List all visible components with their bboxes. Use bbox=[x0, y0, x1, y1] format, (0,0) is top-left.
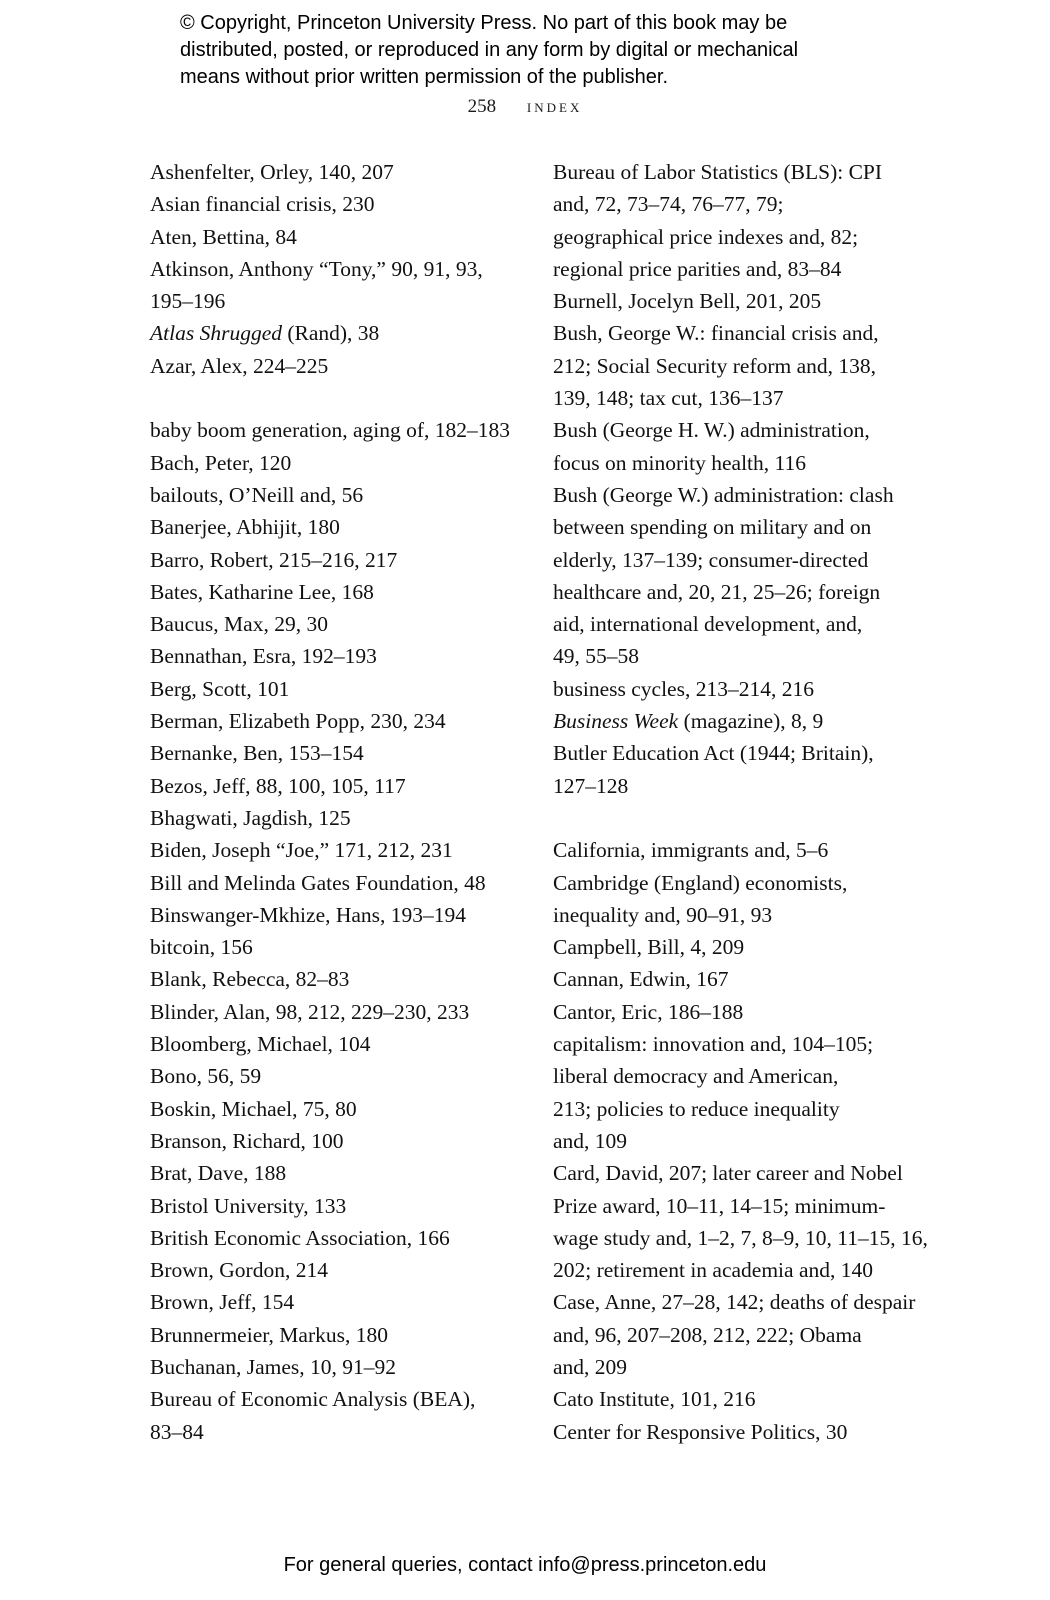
index-entry bbox=[150, 317, 525, 349]
index-entry-line: wage study and, 1–2, 7, 8–9, 10, 11–15, 16, bbox=[553, 1225, 928, 1250]
running-head bbox=[0, 96, 1050, 118]
index-column-right bbox=[553, 156, 928, 1448]
index-entry-line: Bush (George H. W.) administration, bbox=[553, 418, 870, 443]
index-entry-line: Barro, Robert, 215–216, 217 bbox=[150, 547, 398, 572]
index-entry bbox=[553, 931, 913, 963]
index-entry-line: Cato Institute, 101, 216 bbox=[553, 1387, 756, 1412]
index-entry bbox=[150, 576, 525, 608]
index-entry bbox=[150, 479, 525, 511]
index-entry bbox=[150, 963, 525, 995]
index-entry bbox=[150, 1319, 525, 1351]
index-entry-line: Blinder, Alan, 98, 212, 229–230, 233 bbox=[150, 999, 470, 1024]
index-entry bbox=[553, 737, 913, 802]
index-entry-line: Bhagwati, Jagdish, 125 bbox=[150, 805, 351, 830]
index-entry bbox=[150, 1351, 525, 1383]
index-entry-line: and, 72, 73–74, 76–77, 79; bbox=[553, 192, 784, 217]
index-entry-line: Banerjee, Abhijit, 180 bbox=[150, 515, 340, 540]
index-entry-line: Cambridge (England) economists, bbox=[553, 870, 848, 895]
index-entry-line: 127–128 bbox=[553, 773, 629, 798]
index-entry-line: Bureau of Labor Statistics (BLS): CPI bbox=[553, 160, 883, 184]
index-entry-line: Bennathan, Esra, 192–193 bbox=[150, 644, 377, 669]
index-entry bbox=[150, 1254, 525, 1286]
footer-contact: For general queries, contact info@press.princeton.edu bbox=[283, 1554, 767, 1576]
index-entry-line: Brunnermeier, Markus, 180 bbox=[150, 1322, 388, 1347]
index-entry-line: 213; policies to reduce inequality bbox=[553, 1096, 840, 1121]
index-entry bbox=[150, 1028, 525, 1060]
index-entry-line: Berg, Scott, 101 bbox=[150, 676, 290, 701]
index-entry-line: capitalism: innovation and, 104–105; bbox=[553, 1032, 874, 1057]
index-column-left bbox=[150, 156, 525, 1448]
index-entry-line: Case, Anne, 27–28, 142; deaths of despair bbox=[553, 1290, 916, 1315]
index-entry-line: 83–84 bbox=[150, 1419, 204, 1444]
copyright-line: means without prior written permission of the publisher. bbox=[180, 66, 669, 88]
index-entry-line: Cantor, Eric, 186–188 bbox=[553, 999, 744, 1024]
section-title: index bbox=[526, 96, 583, 117]
index-entry bbox=[553, 285, 913, 317]
index-entry bbox=[150, 834, 525, 866]
index-entry-line: Binswanger-Mkhize, Hans, 193–194 bbox=[150, 902, 467, 927]
index-entry-line: Ashenfelter, Orley, 140, 207 bbox=[150, 160, 394, 184]
index-entry bbox=[150, 188, 525, 220]
index-entry-line: Bach, Peter, 120 bbox=[150, 450, 292, 475]
index-entry-line: Aten, Bettina, 84 bbox=[150, 224, 297, 249]
index-entry-line: Blank, Rebecca, 82–83 bbox=[150, 967, 350, 992]
index-entry-line: 195–196 bbox=[150, 289, 226, 314]
index-entry-line: Business Week (magazine), 8, 9 bbox=[553, 709, 824, 734]
index-entry-line: focus on minority health, 116 bbox=[553, 450, 806, 475]
index-entry bbox=[553, 414, 913, 479]
index-entry bbox=[150, 221, 525, 253]
index-entry-line: elderly, 137–139; consumer-directed bbox=[553, 547, 869, 572]
index-entry bbox=[553, 156, 913, 285]
index-entry bbox=[150, 802, 525, 834]
index-entry-line: liberal democracy and American, bbox=[553, 1064, 839, 1089]
copyright-line: © Copyright, Princeton University Press. No part of this book may be bbox=[180, 12, 788, 34]
index-entry bbox=[553, 705, 913, 737]
index-entry-line: 139, 148; tax cut, 136–137 bbox=[553, 386, 784, 411]
index-entry-line: Bush, George W.: financial crisis and, bbox=[553, 321, 879, 346]
index-entry-line: Boskin, Michael, 75, 80 bbox=[150, 1096, 357, 1121]
index-entry bbox=[150, 705, 525, 737]
index-entry-line: Bristol University, 133 bbox=[150, 1193, 347, 1218]
index-entry-line: Prize award, 10–11, 14–15; minimum- bbox=[553, 1193, 886, 1218]
index-entry-line: Card, David, 207; later career and Nobel bbox=[553, 1161, 903, 1186]
index-entry bbox=[553, 963, 913, 995]
index-entry-line: 49, 55–58 bbox=[553, 644, 639, 669]
index-entry-line: Biden, Joseph “Joe,” 171, 212, 231 bbox=[150, 838, 453, 863]
index-entry-line: California, immigrants and, 5–6 bbox=[553, 838, 829, 863]
index-entry bbox=[150, 640, 525, 672]
index-entry-line: Atkinson, Anthony “Tony,” 90, 91, 93, bbox=[150, 256, 483, 281]
index-entry bbox=[150, 350, 525, 382]
index-entry-line: Baucus, Max, 29, 30 bbox=[150, 612, 328, 637]
index-entry-line: Branson, Richard, 100 bbox=[150, 1128, 344, 1153]
index-entry bbox=[150, 608, 525, 640]
index-entry-line: Center for Responsive Politics, 30 bbox=[553, 1419, 848, 1444]
copyright-notice bbox=[180, 10, 940, 91]
index-entry bbox=[553, 1286, 916, 1383]
index-entry-line: British Economic Association, 166 bbox=[150, 1225, 450, 1250]
index-entry-line: Bezos, Jeff, 88, 100, 105, 117 bbox=[150, 773, 406, 798]
index-entry-line: Bates, Katharine Lee, 168 bbox=[150, 579, 374, 604]
index-entry-line: aid, international development, and, bbox=[553, 612, 863, 637]
letter-group-gap bbox=[150, 382, 525, 414]
index-entry bbox=[553, 1028, 913, 1157]
index-entry-line: between spending on military and on bbox=[553, 515, 872, 540]
index-entry bbox=[150, 253, 525, 318]
index-entry-line: Bill and Melinda Gates Foundation, 48 bbox=[150, 870, 486, 895]
index-entry-line: and, 109 bbox=[553, 1128, 628, 1153]
index-entry bbox=[150, 511, 525, 543]
index-entry bbox=[553, 1157, 928, 1286]
index-entry-line: Burnell, Jocelyn Bell, 201, 205 bbox=[553, 289, 822, 314]
index-entry-line: geographical price indexes and, 82; bbox=[553, 224, 859, 249]
index-entry bbox=[553, 1383, 913, 1415]
index-entry-line: Bureau of Economic Analysis (BEA), bbox=[150, 1387, 476, 1412]
index-entry-line: Azar, Alex, 224–225 bbox=[150, 353, 329, 378]
copyright-line: distributed, posted, or reproduced in any form by digital or mechanical bbox=[180, 39, 799, 61]
index-entry-line: Berman, Elizabeth Popp, 230, 234 bbox=[150, 709, 446, 734]
index-entry bbox=[150, 996, 525, 1028]
index-entry bbox=[150, 414, 525, 446]
index-entry-line: inequality and, 90–91, 93 bbox=[553, 902, 773, 927]
index-entry-line: and, 209 bbox=[553, 1354, 628, 1379]
index-entry bbox=[553, 996, 913, 1028]
index-entry bbox=[553, 673, 913, 705]
index-entry-line: Bernanke, Ben, 153–154 bbox=[150, 741, 364, 766]
index-entry bbox=[150, 1125, 525, 1157]
index-entry bbox=[150, 899, 525, 931]
index-entry-line: Brown, Jeff, 154 bbox=[150, 1290, 295, 1315]
index-entry-line: Brown, Gordon, 214 bbox=[150, 1258, 328, 1283]
index-entry bbox=[150, 1222, 525, 1254]
index-entry-line: baby boom generation, aging of, 182–183 bbox=[150, 418, 511, 443]
index-entry bbox=[553, 834, 913, 866]
index-entry bbox=[150, 1093, 525, 1125]
index-entry bbox=[150, 1383, 525, 1448]
index-entry-line: business cycles, 213–214, 216 bbox=[553, 676, 814, 701]
index-entry-line: Brat, Dave, 188 bbox=[150, 1161, 287, 1186]
index-entry-line: Butler Education Act (1944; Britain), bbox=[553, 741, 874, 766]
index-entry bbox=[150, 1190, 525, 1222]
index-entry-line: bailouts, O’Neill and, 56 bbox=[150, 482, 364, 507]
index-entry-line: Bloomberg, Michael, 104 bbox=[150, 1032, 371, 1057]
index-entry bbox=[150, 673, 525, 705]
index-entry-line: Bono, 56, 59 bbox=[150, 1064, 262, 1089]
index-entry-line: and, 96, 207–208, 212, 222; Obama bbox=[553, 1322, 862, 1347]
index-entry bbox=[553, 479, 913, 673]
index-entry-line: Buchanan, James, 10, 91–92 bbox=[150, 1354, 397, 1379]
index-entry bbox=[150, 931, 525, 963]
index-entry-line: 202; retirement in academia and, 140 bbox=[553, 1258, 873, 1283]
index-entry bbox=[150, 1286, 525, 1318]
index-entry bbox=[150, 737, 525, 769]
index-entry-line: bitcoin, 156 bbox=[150, 935, 253, 960]
index-entry-line: regional price parities and, 83–84 bbox=[553, 256, 842, 281]
page-number: 258 bbox=[467, 96, 497, 117]
index-entry-line: Asian financial crisis, 230 bbox=[150, 192, 375, 217]
index-entry bbox=[553, 317, 913, 414]
letter-group-gap bbox=[553, 802, 913, 834]
index-entry bbox=[150, 867, 525, 899]
index-entry-line: Cannan, Edwin, 167 bbox=[553, 967, 729, 992]
index-entry-line: 212; Social Security reform and, 138, bbox=[553, 353, 877, 378]
index-entry-line: healthcare and, 20, 21, 25–26; foreign bbox=[553, 579, 881, 604]
index-entry bbox=[553, 1416, 913, 1448]
index-entry bbox=[150, 156, 525, 188]
index-entry-line: Bush (George W.) administration: clash bbox=[553, 482, 894, 507]
index-entry bbox=[553, 867, 913, 932]
index-entry bbox=[150, 1157, 525, 1189]
index-entry-line: Campbell, Bill, 4, 209 bbox=[553, 935, 745, 960]
index-entry-line: Atlas Shrugged (Rand), 38 bbox=[150, 321, 380, 346]
index-entry bbox=[150, 770, 525, 802]
index-entry bbox=[150, 1060, 525, 1092]
index-entry bbox=[150, 447, 525, 479]
index-entry bbox=[150, 544, 525, 576]
